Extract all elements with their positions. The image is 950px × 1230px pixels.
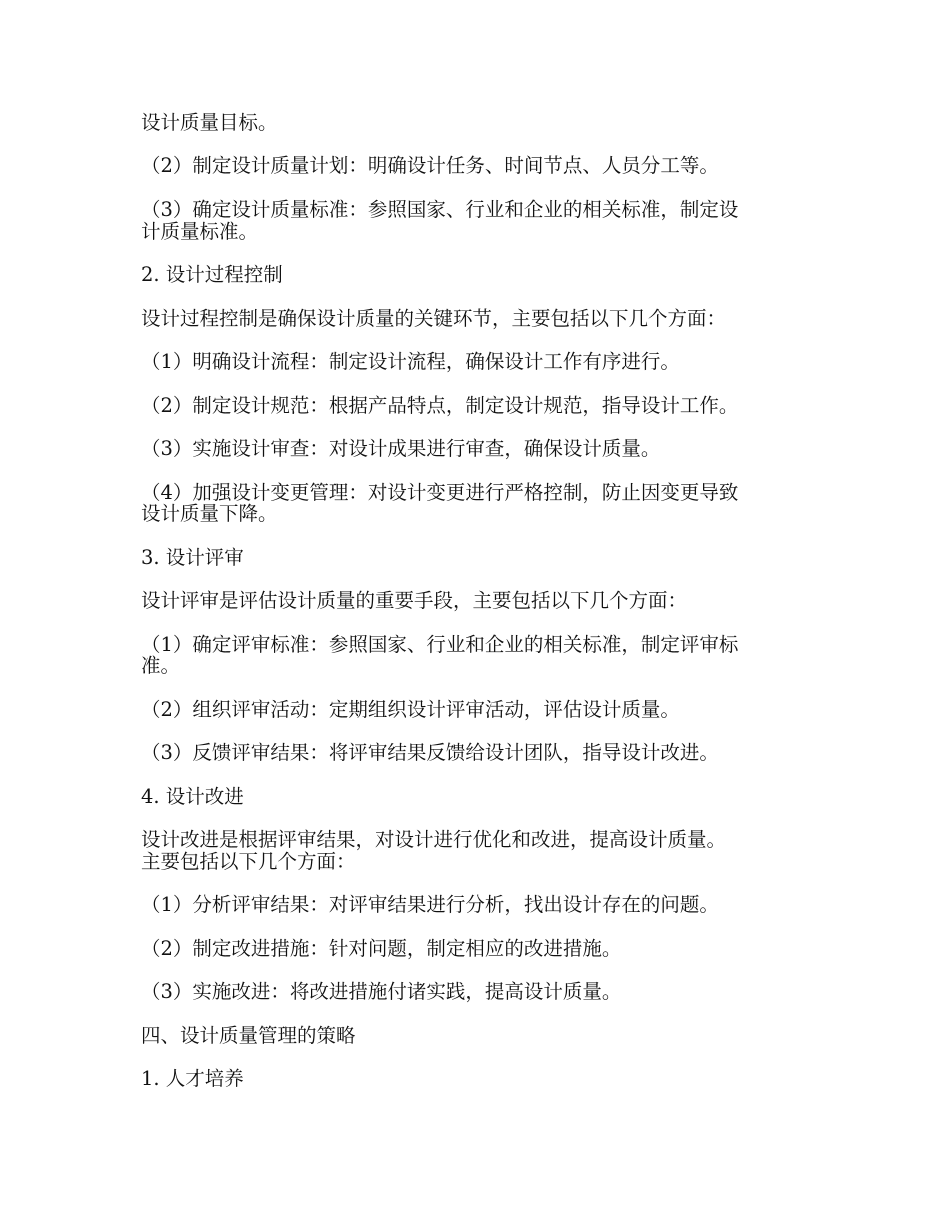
- paragraph-line: 计质量标准。: [141, 220, 259, 243]
- paragraph-line: 设计质量目标。: [141, 111, 278, 134]
- paragraph-line: （3）实施设计审查：对设计成果进行审查，确保设计质量。: [141, 437, 661, 460]
- paragraph-line: （1）确定评审标准：参照国家、行业和企业的相关标准，制定评审标: [141, 633, 739, 656]
- paragraph-line: 主要包括以下几个方面：: [141, 850, 356, 873]
- paragraph-line: （3）反馈评审结果：将评审结果反馈给设计团队，指导设计改进。: [141, 741, 719, 764]
- paragraph-line: （1）分析评审结果：对评审结果进行分析，找出设计存在的问题。: [141, 893, 719, 916]
- paragraph-line: （2）制定改进措施：针对问题，制定相应的改进措施。: [141, 937, 622, 960]
- section-heading: 2. 设计过程控制: [141, 263, 283, 286]
- paragraph-line: （2）制定设计质量计划：明确设计任务、时间节点、人员分工等。: [141, 154, 719, 177]
- paragraph-line: （4）加强设计变更管理：对设计变更进行严格控制，防止因变更导致: [141, 481, 739, 504]
- paragraph-line: （3）确定设计质量标准：参照国家、行业和企业的相关标准，制定设: [141, 198, 739, 221]
- paragraph-line: 设计改进是根据评审结果，对设计进行优化和改进，提高设计质量。: [141, 828, 727, 851]
- paragraph-line: （2）组织评审活动：定期组织设计评审活动，评估设计质量。: [141, 698, 680, 721]
- section-heading: 4. 设计改进: [141, 785, 244, 808]
- paragraph-line: 设计评审是评估设计质量的重要手段，主要包括以下几个方面：: [141, 589, 688, 612]
- paragraph-line: （2）制定设计规范：根据产品特点，制定设计规范，指导设计工作。: [141, 394, 739, 417]
- paragraph-line: 设计过程控制是确保设计质量的关键环节，主要包括以下几个方面：: [141, 307, 727, 330]
- paragraph-line: （3）实施改进：将改进措施付诸实践，提高设计质量。: [141, 980, 622, 1003]
- section-heading: 1. 人才培养: [141, 1067, 244, 1090]
- paragraph-line: （1）明确设计流程：制定设计流程，确保设计工作有序进行。: [141, 350, 680, 373]
- paragraph-line: 设计质量下降。: [141, 502, 278, 525]
- section-heading: 3. 设计评审: [141, 546, 244, 569]
- section-heading: 四、设计质量管理的策略: [141, 1024, 356, 1047]
- paragraph-line: 准。: [141, 654, 181, 677]
